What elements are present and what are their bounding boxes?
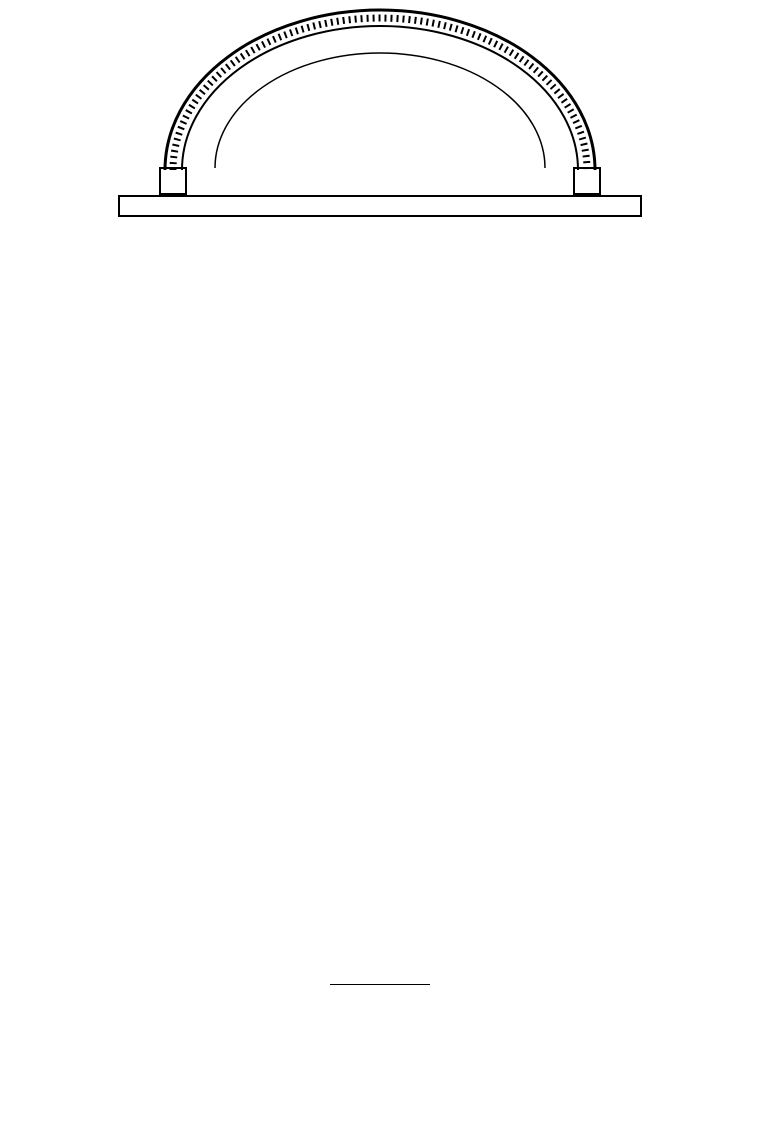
imprint-divider: [330, 984, 430, 985]
title-page-body: [100, 270, 660, 1020]
year-line: [240, 197, 520, 215]
title-arch: [0, 0, 760, 230]
